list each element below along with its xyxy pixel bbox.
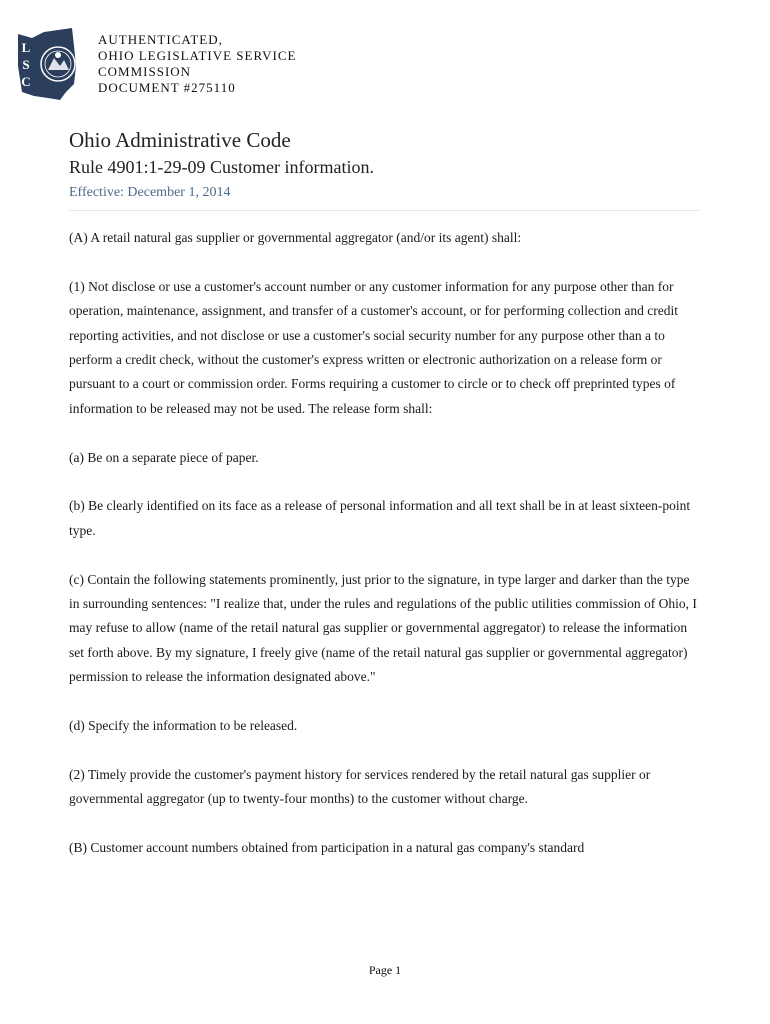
effective-date: Effective: December 1, 2014 (69, 185, 231, 200)
auth-line: AUTHENTICATED, (98, 32, 223, 47)
paragraph-a-1-c: (c) Contain the following statements prominently, just prior to the signature, in type larger and darker than the type in surrounding sentences: "I realize that, under the rules and regulations of the public utilities commission of Ohio, I may refuse to allow (name of the retail natural gas supplier or governmental aggregator) to release the information set forth above. By my signature, I freely give (name of the retail natural gas supplier or governmental aggregator) permission to release the information designated above." (69, 571, 697, 685)
lsc-ohio-seal-logo (14, 26, 88, 102)
paragraph-a-1: (1) Not disclose or use a customer's account number or any customer information for any purpose other than for operation, maintenance, assignment, and transfer of a customer's account, or for performing collection and credit reporting activities, and not disclose or use a customer's social security number for any purpose other than a to perform a credit check, without the customer's express written or electronic authorization on a release form or pursuant to a court or commission order. Forms requiring a customer to circle or to check off preprinted types of information to be released may not be used. The release form shall: (69, 278, 678, 416)
paragraph-a: (A) A retail natural gas supplier or governmental aggregator (and/or its agent) shall: (69, 230, 522, 245)
paragraph-a-1-d: (d) Specify the information to be released. (69, 718, 298, 734)
code-title: Ohio Administrative Code (69, 128, 291, 152)
auth-line: DOCUMENT #275110 (98, 80, 236, 95)
seal-letter-c: C (21, 74, 31, 89)
document-header (14, 26, 414, 106)
title-block (69, 128, 699, 202)
page-number: Page 1 (368, 963, 402, 977)
seal-letter-s: S (22, 57, 30, 72)
paragraph-a-1-b: (b) Be clearly identified on its face as a release of personal information and all text shall be in at least sixteen-point type. (69, 498, 691, 538)
divider (69, 210, 700, 211)
seal-letter-l: L (21, 40, 31, 55)
paragraph-b: (B) Customer account numbers obtained from participation in a natural gas company's standard (69, 840, 585, 856)
auth-line: COMMISSION (98, 64, 192, 79)
authentication-stamp (98, 32, 296, 96)
paragraph-a-2: (2) Timely provide the customer's payment history for services rendered by the retail natural gas supplier or governmental aggregator (up to twenty-four months) to the customer without charge. (69, 766, 651, 807)
rule-title: Rule 4901:1-29-09 Customer information. (69, 157, 374, 177)
paragraph-a-1-a: (a) Be on a separate piece of paper. (69, 449, 259, 465)
auth-line: OHIO LEGISLATIVE SERVICE (98, 48, 297, 63)
rule-body (69, 226, 701, 885)
